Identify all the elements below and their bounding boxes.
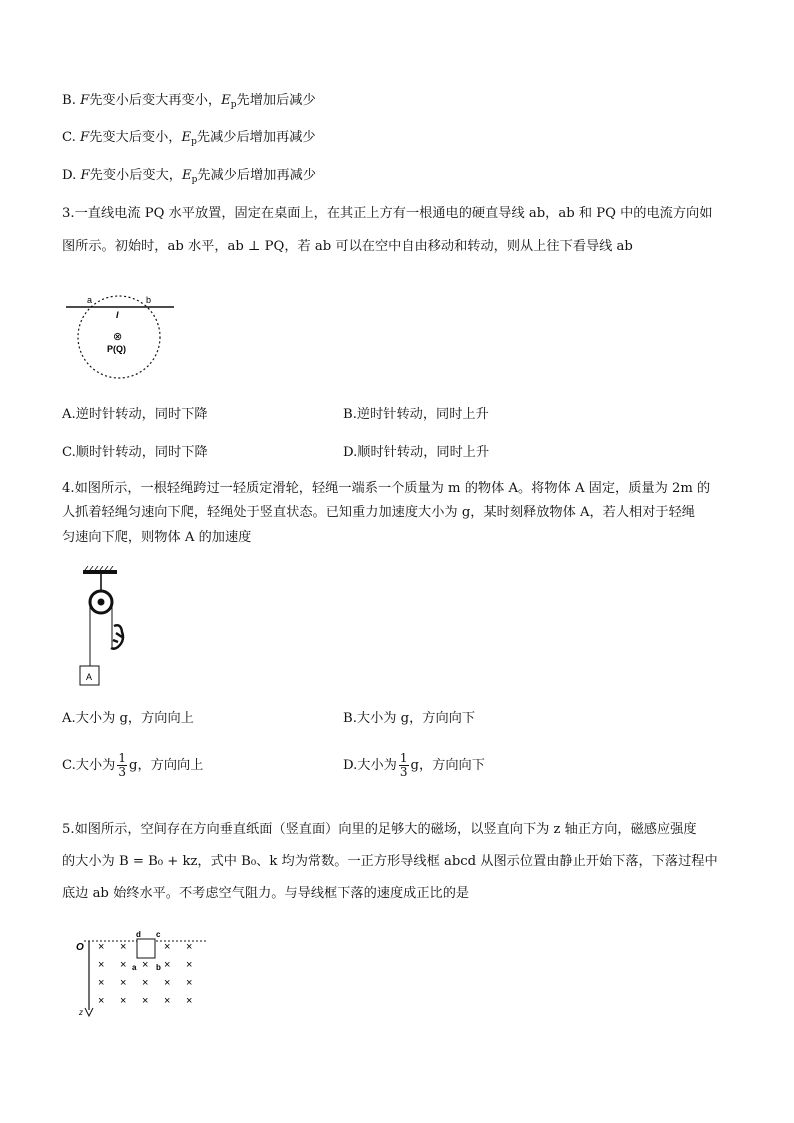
current-label: I	[116, 310, 119, 320]
field-x-mark: ×	[142, 959, 149, 971]
q4-stem-line3: 匀速向下爬，则物体 A 的加速度	[62, 530, 252, 545]
fraction-denominator: 3	[118, 765, 127, 779]
option-text: 先变小后变大，	[89, 168, 182, 183]
field-x-mark: ×	[142, 977, 149, 989]
ceiling	[83, 570, 117, 574]
option-text: g，方向向下	[410, 758, 485, 773]
q5-stem-line3: 底边 ab 始终水平。不考虑空气阻力。与导线框下落的速度成正比的是	[62, 886, 470, 901]
field-x-mark: ×	[98, 959, 105, 971]
option-text: 先变小后变大再变小，	[89, 93, 222, 108]
subscript: p	[230, 100, 237, 110]
corner-c-label: c	[156, 930, 161, 939]
variable-e: E	[221, 93, 231, 108]
q2-option-d	[62, 167, 316, 189]
q3-option-c: C.顺时针转动，同时下降	[62, 445, 208, 460]
q4-option-d	[343, 752, 485, 779]
q3-figure	[64, 284, 176, 384]
fraction-numerator: 1	[118, 751, 127, 765]
field-x-mark: ×	[120, 941, 127, 953]
corner-a-label: a	[132, 963, 137, 972]
square-loop-abcd	[137, 939, 155, 958]
q4-stem-line2: 人抓着轻绳匀速向下爬，轻绳处于竖直状态。已知重力加速度大小为 g，某时刻释放物体 A，若人相对于轻绳	[62, 505, 695, 520]
q3-option-d: D.顺时针转动，同时上升	[343, 445, 490, 460]
point-a-label: a	[87, 295, 93, 305]
field-x-mark: ×	[164, 995, 171, 1007]
field-x-mark: ×	[164, 959, 171, 971]
field-x-mark: ×	[98, 977, 105, 989]
into-page-icon: ⊗	[113, 331, 123, 343]
variable-f: F	[80, 130, 90, 145]
option-label: D.	[62, 168, 77, 183]
option-text: 先减少后增加再减少	[197, 168, 317, 183]
option-text: D.大小为	[343, 758, 397, 773]
q4-option-b: B.大小为 g，方向向下	[343, 711, 476, 726]
q5-stem-line1: 5.如图所示，空间存在方向垂直纸面（竖直面）向里的足够大的磁场，以竖直向下为 z 轴正方向，磁感应强度	[62, 822, 697, 837]
option-text: 先减少后增加再减少	[196, 130, 316, 145]
option-text: g，方向向上	[129, 758, 204, 773]
subscript: p	[191, 175, 198, 185]
variable-f: F	[80, 168, 90, 183]
q4-stem-line1: 4.如图所示，一根轻绳跨过一轻质定滑轮，轻绳一端系一个质量为 m 的物体 A。将物体 A 固定，质量为 2m 的	[62, 481, 711, 496]
field-x-mark: ×	[164, 941, 171, 953]
option-text: 先增加后减少	[236, 93, 316, 108]
variable-f: F	[80, 93, 90, 108]
q5-magnetic-field-figure	[72, 924, 212, 1020]
option-label: B.	[62, 93, 76, 108]
field-x-mark: ×	[120, 977, 127, 989]
option-text: C.大小为	[62, 758, 116, 773]
field-x-mark: ×	[98, 995, 105, 1007]
pq-label: P(Q)	[107, 344, 126, 354]
field-x-mark: ×	[186, 977, 193, 989]
field-x-mark: ×	[186, 941, 193, 953]
pulley-axle	[98, 599, 105, 606]
q3-option-a: A.逆时针转动，同时下降	[62, 407, 208, 422]
variable-e: E	[181, 130, 192, 145]
origin-label: O	[76, 942, 84, 953]
q2-option-b	[62, 92, 316, 114]
field-x-mark: ×	[98, 941, 105, 953]
point-b-label: b	[146, 295, 152, 305]
q4-pulley-figure	[74, 566, 144, 688]
fraction-one-third	[399, 752, 409, 779]
subscript: p	[191, 137, 197, 147]
field-x-mark: ×	[164, 977, 171, 989]
fraction-one-third	[117, 752, 127, 779]
z-label: z	[79, 1008, 83, 1017]
field-x-mark: ×	[142, 995, 149, 1007]
q4-option-a: A.大小为 g，方向向上	[62, 711, 194, 726]
block-a-label: A	[86, 672, 93, 682]
variable-e: E	[181, 168, 192, 183]
ceiling-hatch	[85, 566, 113, 570]
field-x-mark: ×	[186, 995, 193, 1007]
q4-option-c	[62, 752, 203, 779]
q3-stem-line1: 3.一直线电流 PQ 水平放置，固定在桌面上，在其正上方有一根通电的硬直导线 ab，ab 和 PQ 中的电流方向如	[62, 206, 713, 221]
option-label: C.	[62, 130, 76, 145]
q3-stem-line2: 图所示。初始时，ab 水平，ab ⊥ PQ，若 ab 可以在空中自由移动和转动，则从上往下看导线 ab	[62, 239, 633, 254]
field-x-mark: ×	[120, 995, 127, 1007]
field-x-mark: ×	[186, 959, 193, 971]
fraction-numerator: 1	[399, 751, 408, 765]
corner-b-label: b	[156, 963, 161, 972]
q3-option-b: B.逆时针转动，同时上升	[343, 407, 489, 422]
climbing-person-icon	[111, 625, 123, 648]
field-x-mark: ×	[120, 959, 127, 971]
option-text: 先变大后变小，	[89, 130, 182, 145]
fraction-denominator: 3	[399, 765, 408, 779]
q5-stem-line2: 的大小为 B = B₀ + kz，式中 B₀、k 均为常数。一正方形导线框 abcd 从图示位置由静止开始下落，下落过程中	[62, 854, 718, 869]
q2-option-c	[62, 129, 316, 151]
corner-d-label: d	[136, 930, 141, 939]
